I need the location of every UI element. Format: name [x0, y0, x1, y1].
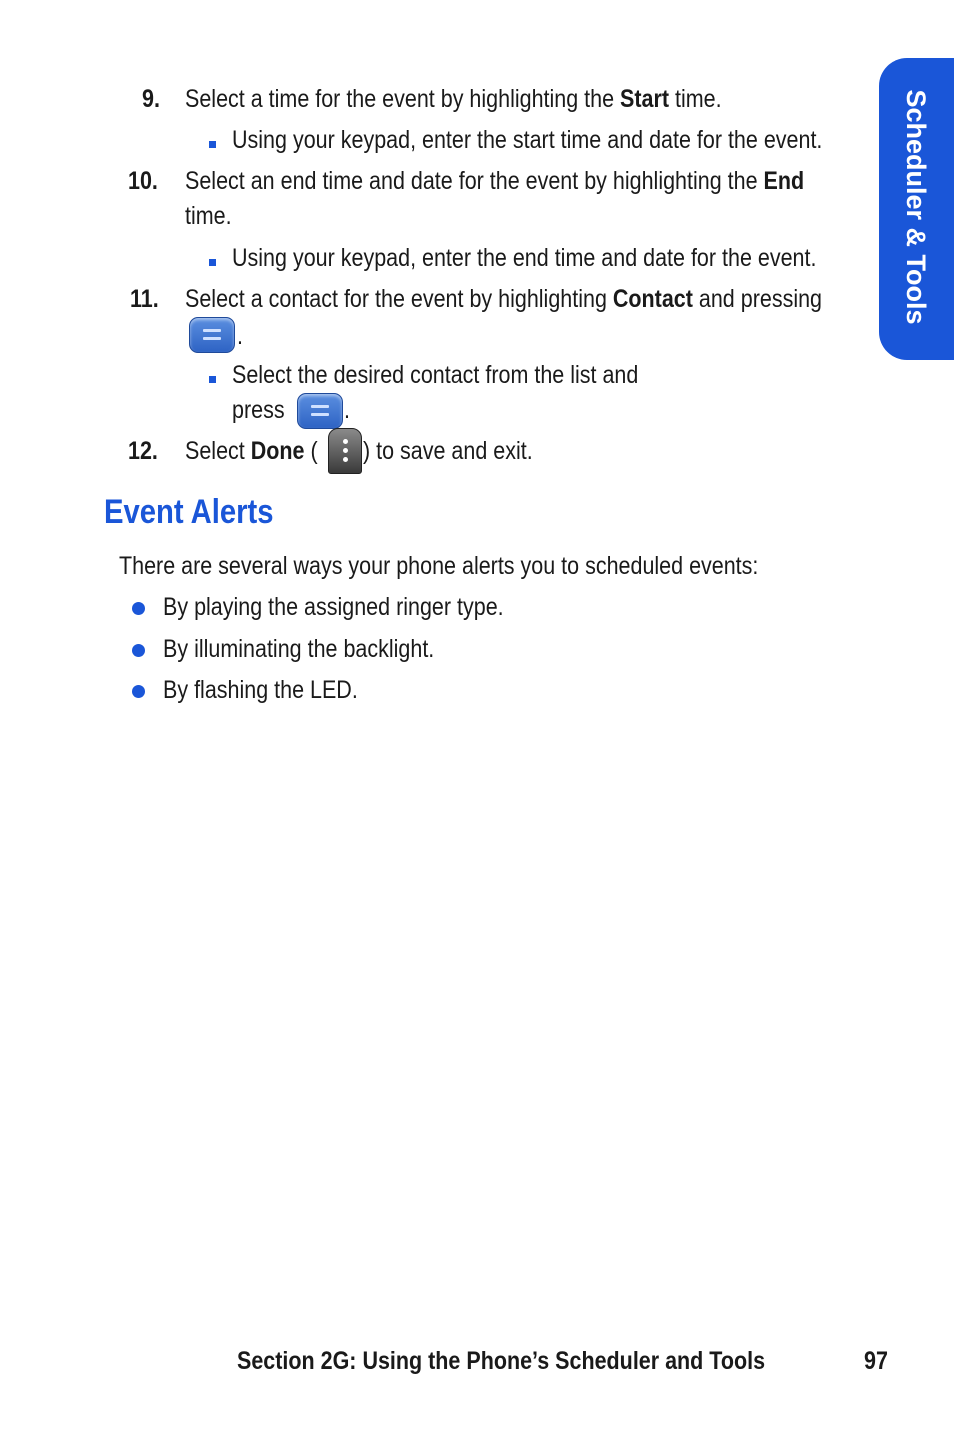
step-11-bullet-line1: Select the desired contact from the list and [232, 361, 639, 389]
section-heading: Event Alerts [104, 493, 274, 531]
step-9-bullet: Using your keypad, enter the start time and date for the event. [232, 126, 823, 154]
step-11-text: Select a contact for the event by highlighting Contact and pressing [185, 285, 823, 313]
step-10-number: 10. [128, 167, 159, 195]
section-intro: There are several ways your phone alerts you to scheduled events: [119, 552, 759, 580]
step-10-text-line2: time. [185, 202, 232, 230]
step-11-bullet-line2: press [232, 396, 285, 424]
alert-bullet-2: By illuminating the backlight. [163, 635, 435, 663]
step-11-period: . [237, 322, 243, 350]
page-number: 97 [864, 1347, 888, 1375]
step-12-text-end: ) to save and exit. [363, 437, 533, 465]
step-9-number: 9. [142, 85, 161, 113]
alert-bullet-3: By flashing the LED. [163, 676, 358, 704]
step-12-number: 12. [128, 437, 159, 465]
menu-ok-key-icon [189, 317, 235, 353]
step-9-text: Select a time for the event by highlighting the Start time. [185, 85, 722, 113]
bullet-square-icon [209, 376, 216, 383]
step-12-text: Select Done ( [185, 437, 318, 465]
bullet-square-icon [209, 259, 216, 266]
footer-section-title: Section 2G: Using the Phone’s Scheduler and Tools [237, 1347, 766, 1375]
bullet-dot-icon [132, 644, 145, 657]
side-tab-label: Scheduler & Tools [901, 89, 931, 325]
alert-bullet-1: By playing the assigned ringer type. [163, 593, 504, 621]
menu-ok-key-icon [297, 393, 343, 429]
step-10-bullet: Using your keypad, enter the end time and date for the event. [232, 244, 817, 272]
step-10-text: Select an end time and date for the event by highlighting the End [185, 167, 805, 195]
step-11-bullet-period: . [344, 396, 350, 424]
step-11-number: 11. [129, 285, 159, 313]
bullet-dot-icon [132, 685, 145, 698]
bullet-dot-icon [132, 602, 145, 615]
right-softkey-icon [328, 428, 362, 474]
bullet-square-icon [209, 141, 216, 148]
